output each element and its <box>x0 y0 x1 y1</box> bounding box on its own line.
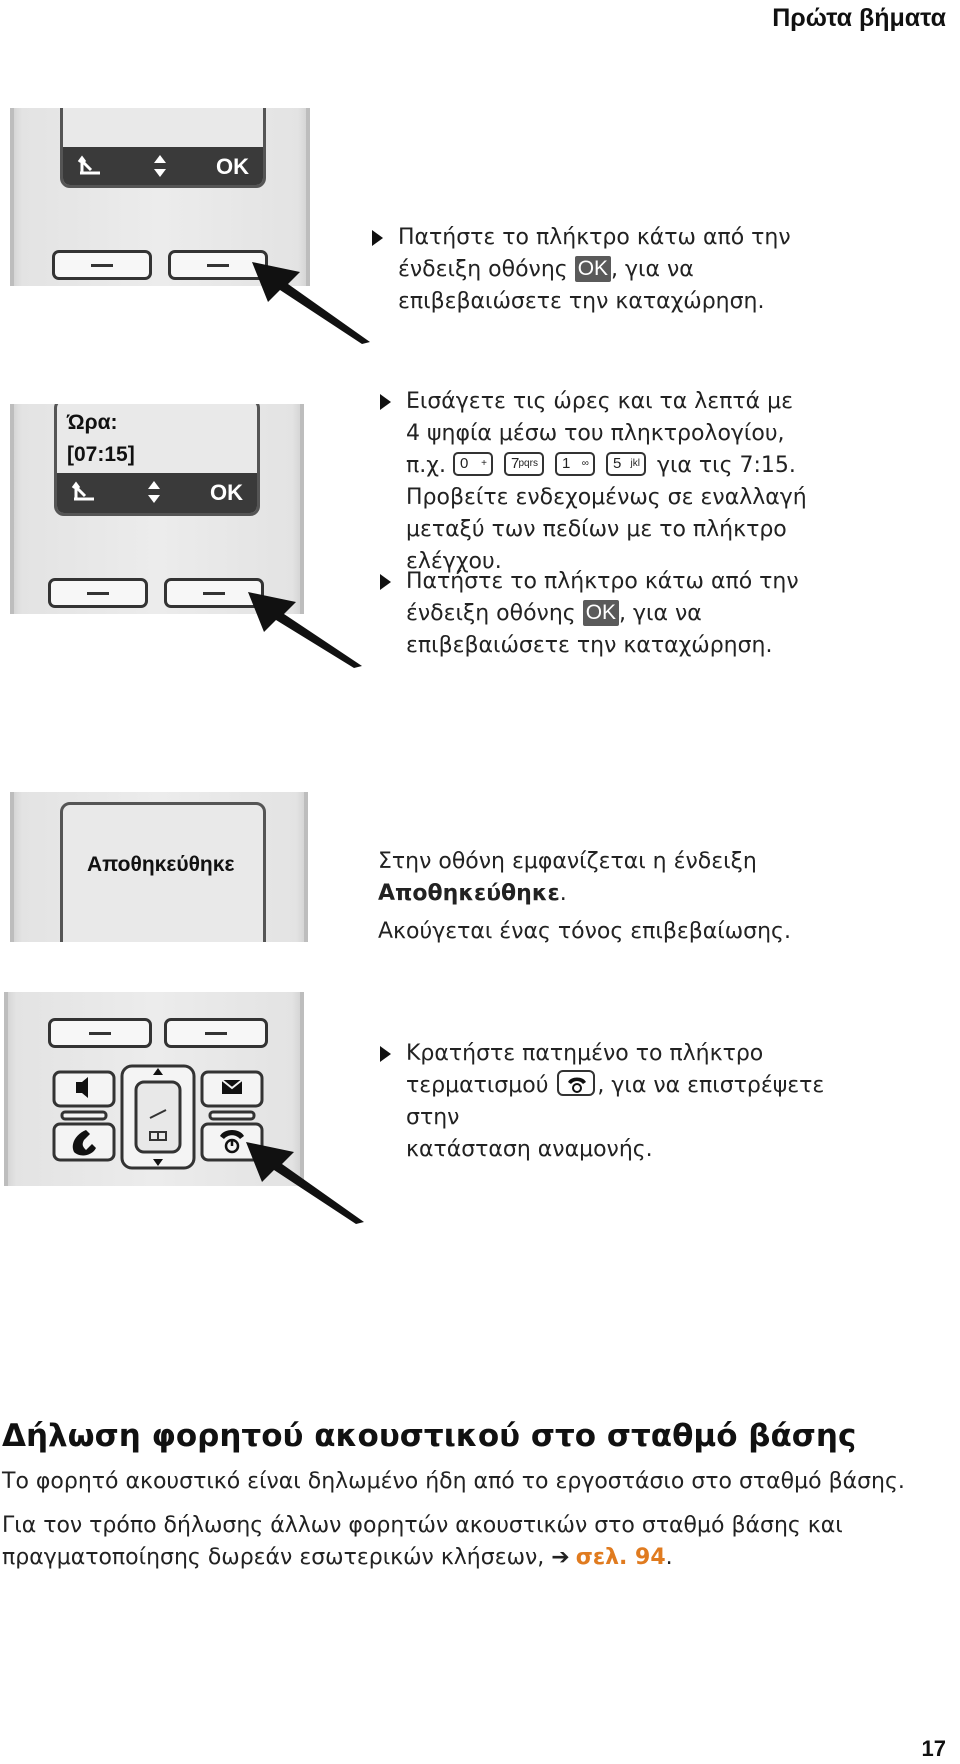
page-header-title: Πρώτα βήματα <box>772 4 946 32</box>
keypad-key-0: 0 + <box>453 452 493 476</box>
status-text-step-3: Στην οθόνη εμφανίζεται η ένδειξη Αποθηκεύθηκε. Ακούγεται ένας τόνος επιβεβαίωσης. <box>378 849 791 944</box>
keypad-key-7: 7 pqrs <box>504 452 544 476</box>
paragraph-register-others: Για τον τρόπο δήλωσης άλλων φορητών ακουστικών στο σταθμό βάσης και πραγματοποίησης δωρεάν εσωτερικών κλήσεων, ➔ σελ. 94. <box>2 1513 843 1570</box>
pointer-arrow-icon <box>246 590 366 670</box>
keypad-key-1: 1 ∞ <box>555 452 595 476</box>
back-icon <box>71 479 99 507</box>
left-softkey[interactable] <box>48 578 148 608</box>
handset-display <box>60 802 266 942</box>
bullet-triangle-icon <box>380 1046 391 1062</box>
page-reference-link[interactable]: σελ. 94 <box>575 1545 666 1570</box>
back-icon <box>77 153 105 181</box>
display-softkey-bar <box>63 147 263 187</box>
bullet-triangle-icon <box>372 230 383 246</box>
ok-display-badge: OK <box>575 256 611 282</box>
display-saved-message: Αποθηκεύθηκε <box>87 853 235 876</box>
right-softkey[interactable] <box>164 1018 268 1048</box>
instruction-step-2-enter-time: Εισάγετε τις ώρες και τα λεπτά με 4 ψηφία μέσω του πληκτρολογίου, π.χ. 0 + 7 pqrs 1 ∞ 5 jkl για τις 7:15. Προβείτε ενδεχομένως σε εναλλαγή μεταξύ των πεδίων με το πλήκτρο ελέγχου. <box>406 386 856 578</box>
left-softkey[interactable] <box>52 250 152 280</box>
instruction-step-4: Κρατήστε πατημένο το πλήκτρο τερματισμού , για να επιστρέψετε στην κατάσταση αναμονής. <box>406 1038 856 1166</box>
ok-display-badge: OK <box>583 600 619 626</box>
display-value-time: [07:15] <box>67 443 135 466</box>
handset-illustration-3 <box>10 792 308 942</box>
ok-softkey-label: OK <box>210 480 243 505</box>
section-heading: Δήλωση φορητού ακουστικού στο σταθμό βάσης <box>2 1418 857 1454</box>
paragraph-registered: Το φορητό ακουστικό είναι δηλωμένο ήδη από το εργοστάσιο στο σταθμό βάσης. <box>2 1469 905 1494</box>
end-call-key-icon <box>557 1070 595 1096</box>
handset-display <box>60 108 266 188</box>
handset-display <box>54 404 260 516</box>
display-softkey-bar <box>57 473 257 513</box>
bullet-triangle-icon <box>380 394 391 410</box>
up-down-arrows-icon <box>147 153 175 181</box>
handset-illustration-2 <box>10 404 304 614</box>
keypad-key-5: 5 jkl <box>606 452 646 476</box>
handset-keypad-top <box>50 1064 270 1174</box>
page-number: 17 <box>921 1736 946 1761</box>
left-softkey[interactable] <box>48 1018 152 1048</box>
instruction-step-2-confirm: Πατήστε το πλήκτρο κάτω από την ένδειξη οθόνης OK , για να επιβεβαιώσετε την καταχώρηση. <box>406 566 856 662</box>
up-down-arrows-icon <box>141 479 169 507</box>
ok-softkey-label: OK <box>216 154 249 179</box>
pointer-arrow-icon <box>250 260 375 345</box>
arrow-right-icon: ➔ <box>551 1545 570 1570</box>
pointer-arrow-icon <box>244 1140 368 1226</box>
instruction-step-1: Πατήστε το πλήκτρο κάτω από την ένδειξη οθόνης OK , για να επιβεβαιώσετε την καταχώρηση. <box>398 222 848 318</box>
display-label-time: Ώρα: <box>67 411 118 434</box>
bullet-triangle-icon <box>380 574 391 590</box>
